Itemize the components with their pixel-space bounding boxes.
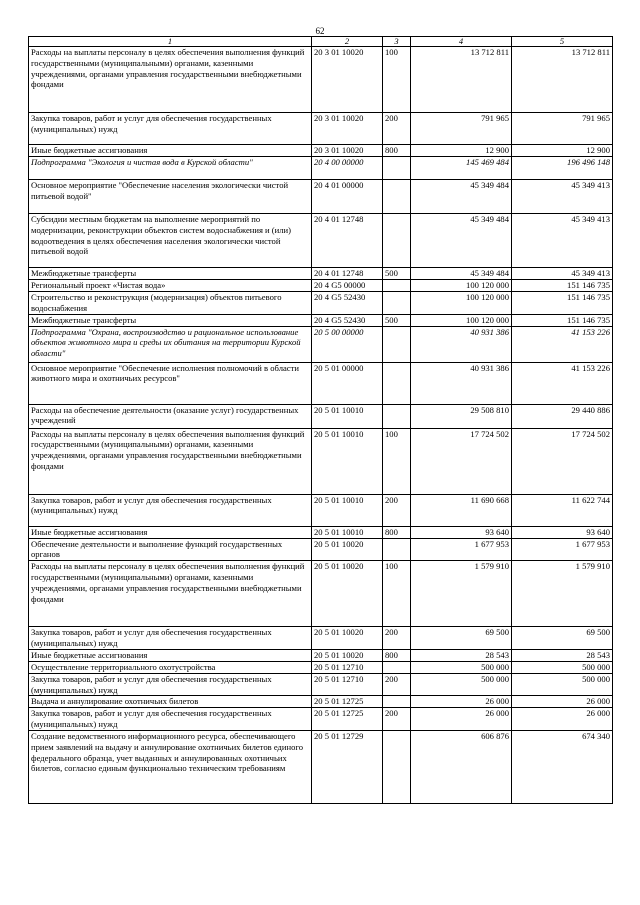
- row-name-cell: Основное мероприятие "Обеспечение населения экологически чистой питьевой водой": [29, 180, 312, 214]
- row-amount-1-cell: 11 690 668: [411, 494, 512, 526]
- table-row: [29, 314, 613, 326]
- table-row: [29, 180, 613, 214]
- row-amount-1-cell: 145 469 484: [411, 157, 512, 180]
- row-amount-1-cell: 40 931 386: [411, 326, 512, 362]
- row-expense-type-cell: [383, 180, 411, 214]
- row-amount-1-cell: 26 000: [411, 696, 512, 708]
- row-amount-1-cell: 100 120 000: [411, 280, 512, 292]
- row-expense-type-cell: [383, 404, 411, 428]
- row-name-cell: Межбюджетные трансферты: [29, 268, 312, 280]
- row-amount-2-cell: 12 900: [512, 145, 613, 157]
- row-name-cell: Закупка товаров, работ и услуг для обеспечения государственных (муниципальных) нужд: [29, 627, 312, 650]
- row-code-cell: 20 5 01 12725: [312, 708, 383, 731]
- row-amount-2-cell: 26 000: [512, 708, 613, 731]
- row-amount-2-cell: 151 146 735: [512, 280, 613, 292]
- table-row: [29, 404, 613, 428]
- row-amount-1-cell: 29 508 810: [411, 404, 512, 428]
- row-expense-type-cell: [383, 362, 411, 404]
- table-row: [29, 113, 613, 145]
- row-code-cell: 20 5 01 10010: [312, 428, 383, 494]
- row-name-cell: Закупка товаров, работ и услуг для обеспечения государственных (муниципальных) нужд: [29, 708, 312, 731]
- row-amount-1-cell: 69 500: [411, 627, 512, 650]
- row-amount-1-cell: 500 000: [411, 661, 512, 673]
- row-name-cell: Создание ведомственного информационного ресурса, обеспечивающего прием заявлений на выдачу и аннулирование охотничьих билетов единого федерального образца, учет выданных и аннулированных охотничьих билетов, согласно единым функционально техническим требованиям: [29, 730, 312, 803]
- row-code-cell: 20 5 01 00000: [312, 362, 383, 404]
- row-code-cell: 20 5 01 12710: [312, 673, 383, 696]
- row-expense-type-cell: [383, 730, 411, 803]
- row-amount-2-cell: 1 579 910: [512, 561, 613, 627]
- row-code-cell: 20 5 01 12729: [312, 730, 383, 803]
- row-amount-2-cell: 28 543: [512, 649, 613, 661]
- row-amount-2-cell: 1 677 953: [512, 538, 613, 561]
- row-amount-1-cell: 45 349 484: [411, 180, 512, 214]
- row-amount-2-cell: 41 153 226: [512, 326, 613, 362]
- row-amount-1-cell: 1 579 910: [411, 561, 512, 627]
- table-row: [29, 627, 613, 650]
- row-amount-2-cell: 45 349 413: [512, 268, 613, 280]
- table-row: [29, 649, 613, 661]
- row-code-cell: 20 3 01 10020: [312, 113, 383, 145]
- table-row: [29, 47, 613, 113]
- row-name-cell: Закупка товаров, работ и услуг для обеспечения государственных (муниципальных) нужд: [29, 673, 312, 696]
- row-amount-1-cell: 28 543: [411, 649, 512, 661]
- table-row: [29, 526, 613, 538]
- row-code-cell: 20 5 01 12725: [312, 696, 383, 708]
- row-code-cell: 20 5 00 00000: [312, 326, 383, 362]
- row-code-cell: 20 5 01 10020: [312, 649, 383, 661]
- row-name-cell: Субсидии местным бюджетам на выполнение мероприятий по модернизации, реконструкции объектов систем водоснабжения и (или) водоотведения в целях обеспечения населения экологически чистой питьевой водой: [29, 214, 312, 268]
- table-row: [29, 696, 613, 708]
- row-amount-2-cell: 791 965: [512, 113, 613, 145]
- row-amount-2-cell: 11 622 744: [512, 494, 613, 526]
- row-code-cell: 20 4 01 12748: [312, 268, 383, 280]
- row-code-cell: 20 5 01 10020: [312, 538, 383, 561]
- table-row: [29, 494, 613, 526]
- row-amount-2-cell: 45 349 413: [512, 214, 613, 268]
- row-code-cell: 20 5 01 10010: [312, 404, 383, 428]
- row-amount-2-cell: 500 000: [512, 673, 613, 696]
- row-expense-type-cell: [383, 157, 411, 180]
- table-row: [29, 326, 613, 362]
- row-expense-type-cell: 200: [383, 627, 411, 650]
- row-expense-type-cell: 200: [383, 494, 411, 526]
- row-name-cell: Осуществление территориального охотустройства: [29, 661, 312, 673]
- row-expense-type-cell: [383, 538, 411, 561]
- row-amount-1-cell: 40 931 386: [411, 362, 512, 404]
- row-name-cell: Расходы на выплаты персоналу в целях обеспечения выполнения функций государственными (муниципальными) органами, казенными учреждениями, органами управления государственными внебюджетными фондами: [29, 561, 312, 627]
- row-code-cell: 20 4 G5 52430: [312, 292, 383, 315]
- row-amount-1-cell: 606 876: [411, 730, 512, 803]
- row-name-cell: Подпрограмма "Экология и чистая вода в Курской области": [29, 157, 312, 180]
- table-row: [29, 268, 613, 280]
- row-expense-type-cell: 100: [383, 428, 411, 494]
- row-expense-type-cell: [383, 696, 411, 708]
- row-amount-1-cell: 100 120 000: [411, 292, 512, 315]
- table-row: [29, 292, 613, 315]
- row-expense-type-cell: [383, 326, 411, 362]
- row-name-cell: Закупка товаров, работ и услуг для обеспечения государственных (муниципальных) нужд: [29, 494, 312, 526]
- row-expense-type-cell: 100: [383, 561, 411, 627]
- row-amount-1-cell: 26 000: [411, 708, 512, 731]
- row-name-cell: Обеспечение деятельности и выполнение функций государственных органов: [29, 538, 312, 561]
- row-amount-1-cell: 17 724 502: [411, 428, 512, 494]
- row-expense-type-cell: [383, 661, 411, 673]
- table-row: [29, 157, 613, 180]
- row-amount-2-cell: 151 146 735: [512, 292, 613, 315]
- table-row: [29, 362, 613, 404]
- row-expense-type-cell: 800: [383, 649, 411, 661]
- row-code-cell: 20 3 01 10020: [312, 47, 383, 113]
- row-code-cell: 20 5 01 10020: [312, 561, 383, 627]
- row-code-cell: 20 5 01 10020: [312, 627, 383, 650]
- row-amount-1-cell: 45 349 484: [411, 268, 512, 280]
- table-row: [29, 280, 613, 292]
- row-amount-1-cell: 500 000: [411, 673, 512, 696]
- budget-table: [28, 36, 613, 804]
- row-code-cell: 20 4 01 00000: [312, 180, 383, 214]
- table-row: [29, 214, 613, 268]
- row-expense-type-cell: 800: [383, 145, 411, 157]
- row-amount-1-cell: 791 965: [411, 113, 512, 145]
- row-name-cell: Межбюджетные трансферты: [29, 314, 312, 326]
- row-amount-1-cell: 93 640: [411, 526, 512, 538]
- row-expense-type-cell: 200: [383, 708, 411, 731]
- row-name-cell: Закупка товаров, работ и услуг для обеспечения государственных (муниципальных) нужд: [29, 113, 312, 145]
- row-amount-2-cell: 69 500: [512, 627, 613, 650]
- table-row: [29, 561, 613, 627]
- row-code-cell: 20 4 G5 52430: [312, 314, 383, 326]
- row-amount-2-cell: 45 349 413: [512, 180, 613, 214]
- row-amount-2-cell: 26 000: [512, 696, 613, 708]
- table-row: [29, 730, 613, 803]
- row-expense-type-cell: 200: [383, 673, 411, 696]
- row-name-cell: Иные бюджетные ассигнования: [29, 526, 312, 538]
- row-name-cell: Выдача и аннулирование охотничьих билетов: [29, 696, 312, 708]
- row-amount-2-cell: 17 724 502: [512, 428, 613, 494]
- row-code-cell: 20 4 00 00000: [312, 157, 383, 180]
- row-amount-2-cell: 29 440 886: [512, 404, 613, 428]
- header-col-1: 1: [29, 37, 312, 47]
- row-name-cell: Расходы на обеспечение деятельности (оказание услуг) государственных учреждений: [29, 404, 312, 428]
- table-row: [29, 673, 613, 696]
- row-name-cell: Строительство и реконструкция (модернизация) объектов питьевого водоснабжения: [29, 292, 312, 315]
- table-row: [29, 428, 613, 494]
- table-body: [29, 47, 613, 804]
- table-row: [29, 708, 613, 731]
- row-name-cell: Подпрограмма "Охрана, воспроизводство и рациональное использование объектов животного мира и среды их обитания на территории Курской области": [29, 326, 312, 362]
- row-amount-2-cell: 500 000: [512, 661, 613, 673]
- table-row: [29, 661, 613, 673]
- row-name-cell: Иные бюджетные ассигнования: [29, 145, 312, 157]
- table-row: [29, 145, 613, 157]
- row-code-cell: 20 5 01 10010: [312, 526, 383, 538]
- row-amount-1-cell: 13 712 811: [411, 47, 512, 113]
- header-col-3: 3: [383, 37, 411, 47]
- row-expense-type-cell: [383, 214, 411, 268]
- row-name-cell: Расходы на выплаты персоналу в целях обеспечения выполнения функций государственными (муниципальными) органами, казенными учреждениями, органами управления государственными внебюджетными фондами: [29, 428, 312, 494]
- row-code-cell: 20 5 01 10010: [312, 494, 383, 526]
- page-number: 62: [315, 26, 325, 36]
- row-name-cell: Региональный проект «Чистая вода»: [29, 280, 312, 292]
- column-number-header: [29, 37, 613, 47]
- row-name-cell: Основное мероприятие "Обеспечение исполнения полномочий в области животного мира и охотничьих ресурсов": [29, 362, 312, 404]
- row-amount-1-cell: 100 120 000: [411, 314, 512, 326]
- row-amount-1-cell: 12 900: [411, 145, 512, 157]
- row-code-cell: 20 4 G5 00000: [312, 280, 383, 292]
- row-amount-2-cell: 674 340: [512, 730, 613, 803]
- row-amount-2-cell: 196 496 148: [512, 157, 613, 180]
- row-expense-type-cell: 500: [383, 314, 411, 326]
- row-amount-2-cell: 93 640: [512, 526, 613, 538]
- table-row: [29, 538, 613, 561]
- row-amount-2-cell: 13 712 811: [512, 47, 613, 113]
- row-expense-type-cell: 800: [383, 526, 411, 538]
- header-col-5: 5: [512, 37, 613, 47]
- row-name-cell: Расходы на выплаты персоналу в целях обеспечения выполнения функций государственными (муниципальными) органами, казенными учреждениями, органами управления государственными внебюджетными фондами: [29, 47, 312, 113]
- row-name-cell: Иные бюджетные ассигнования: [29, 649, 312, 661]
- header-col-4: 4: [411, 37, 512, 47]
- row-amount-1-cell: 45 349 484: [411, 214, 512, 268]
- row-expense-type-cell: 100: [383, 47, 411, 113]
- row-code-cell: 20 4 01 12748: [312, 214, 383, 268]
- row-expense-type-cell: [383, 292, 411, 315]
- row-expense-type-cell: 500: [383, 268, 411, 280]
- row-code-cell: 20 3 01 10020: [312, 145, 383, 157]
- row-amount-2-cell: 41 153 226: [512, 362, 613, 404]
- row-amount-2-cell: 151 146 735: [512, 314, 613, 326]
- row-expense-type-cell: 200: [383, 113, 411, 145]
- row-amount-1-cell: 1 677 953: [411, 538, 512, 561]
- header-col-2: 2: [312, 37, 383, 47]
- row-code-cell: 20 5 01 12710: [312, 661, 383, 673]
- row-expense-type-cell: [383, 280, 411, 292]
